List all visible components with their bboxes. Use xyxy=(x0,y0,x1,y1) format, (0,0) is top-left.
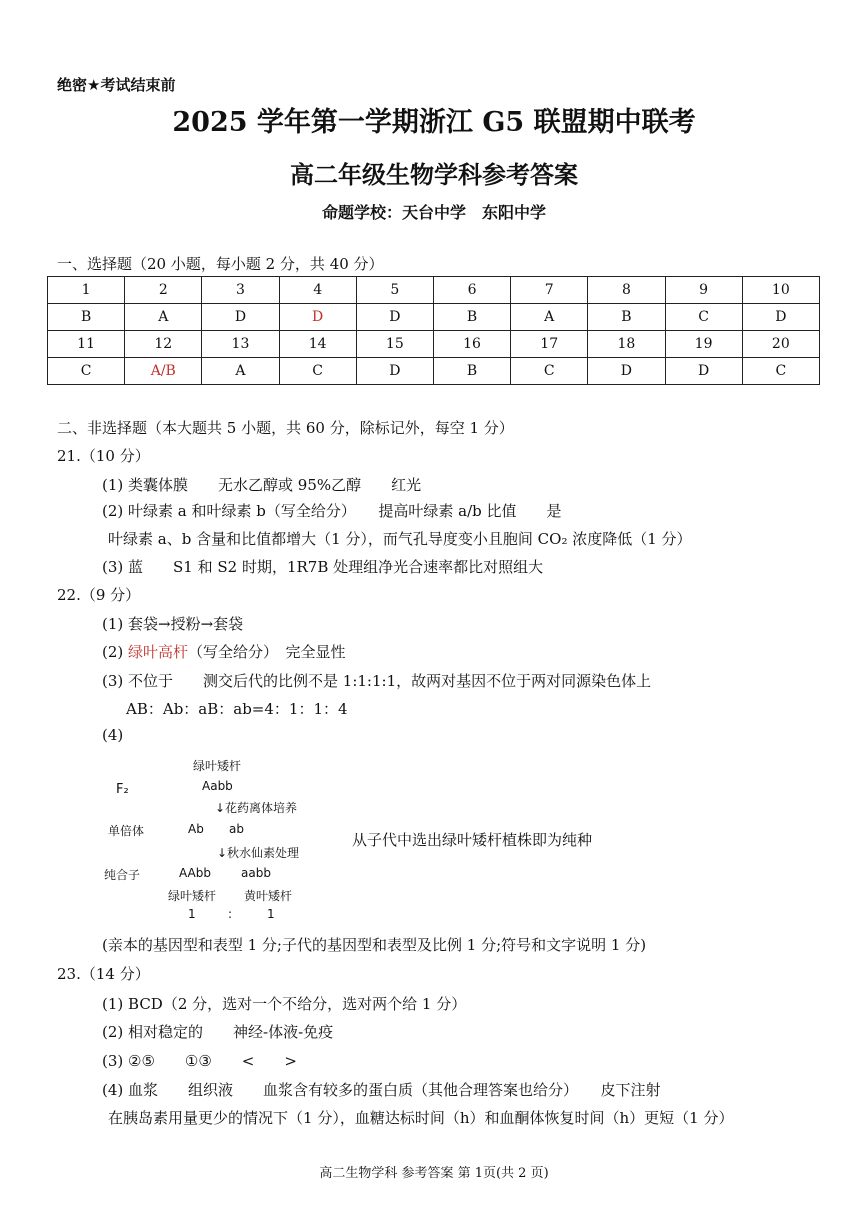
q22-scoring-note: (亲本的基因型和表型 1 分;子代的基因型和表型及比例 1 分;符号和文字说明 1 分) xyxy=(102,936,647,954)
table-cell: 6 xyxy=(433,277,510,304)
table-cell: 15 xyxy=(356,331,433,358)
q21-title: 21.（10 分） xyxy=(57,447,150,465)
table-cell: 8 xyxy=(588,277,665,304)
q23-title: 23.（14 分） xyxy=(57,965,150,983)
colchicine-step: ↓秋水仙素处理 xyxy=(217,846,300,860)
table-row xyxy=(48,277,820,304)
table-cell: C xyxy=(665,304,742,331)
table-cell: 1 xyxy=(48,277,125,304)
table-cell: B xyxy=(48,304,125,331)
q22-part4: (4) xyxy=(102,726,124,744)
table-cell: 17 xyxy=(511,331,588,358)
table-cell: A xyxy=(125,304,202,331)
ratio-value-1: 1 xyxy=(188,907,196,921)
parent-phenotype: 绿叶矮杆 xyxy=(193,759,242,773)
choice-answer-table xyxy=(47,276,820,385)
offspring-genotype-2: aabb xyxy=(241,866,271,880)
haploid-label: 单倍体 xyxy=(108,824,145,838)
q23-part4: (4) 血浆 组织液 血浆含有较多的蛋白质（其他合理答案也给分） 皮下注射 xyxy=(102,1081,661,1099)
page-footer: 高二生物学科 参考答案 第 1页(共 2 页) xyxy=(319,1166,549,1181)
table-cell: C xyxy=(48,358,125,385)
table-cell: 3 xyxy=(202,277,279,304)
table-cell: 7 xyxy=(511,277,588,304)
table-cell: 19 xyxy=(665,331,742,358)
table-cell: C xyxy=(279,358,356,385)
table-cell-highlighted: D xyxy=(279,304,356,331)
q23-part4-reason: 在胰岛素用量更少的情况下（1 分），血糖达标时间（h）和血酮体恢复时间（h）更短（1 分） xyxy=(108,1109,734,1127)
q23-part1: (1) BCD（2 分，选对一个不给分，选对两个给 1 分） xyxy=(102,995,467,1013)
q22-part1: (1) 套袋→授粉→套袋 xyxy=(102,615,244,633)
table-cell: C xyxy=(742,358,819,385)
ratio-separator: : xyxy=(228,907,233,921)
table-cell: B xyxy=(588,304,665,331)
table-row xyxy=(48,304,820,331)
table-cell: 10 xyxy=(742,277,819,304)
homozygote-label: 纯合子 xyxy=(104,868,141,882)
table-cell: 12 xyxy=(125,331,202,358)
ratio-value-2: 1 xyxy=(267,907,275,921)
table-cell-highlighted: A/B xyxy=(125,358,202,385)
offspring-phenotype-1: 绿叶矮杆 xyxy=(168,889,217,903)
table-cell: 16 xyxy=(433,331,510,358)
table-cell: 5 xyxy=(356,277,433,304)
haploid-genotype-2: ab xyxy=(229,822,244,836)
table-cell: 11 xyxy=(48,331,125,358)
table-cell: D xyxy=(202,304,279,331)
table-cell: 9 xyxy=(665,277,742,304)
diagram-conclusion: 从子代中选出绿叶矮杆植株即为纯种 xyxy=(352,831,593,849)
q23-part3: (3) ②⑤ ①③ < > xyxy=(102,1052,297,1070)
table-cell: D xyxy=(356,358,433,385)
setter-schools: 命题学校：天台中学 东阳中学 xyxy=(321,203,546,222)
table-cell: D xyxy=(665,358,742,385)
confidential-mark: 绝密★考试结束前 xyxy=(57,76,176,94)
table-cell: D xyxy=(742,304,819,331)
table-cell: D xyxy=(356,304,433,331)
table-cell: A xyxy=(511,304,588,331)
table-cell: 2 xyxy=(125,277,202,304)
offspring-phenotype-2: 黄叶矮杆 xyxy=(244,889,293,903)
offspring-genotype-1: AAbb xyxy=(179,866,211,880)
table-cell: 14 xyxy=(279,331,356,358)
f2-label: F₂ xyxy=(116,782,129,797)
q22-part2-answer: 绿叶高杆 xyxy=(128,643,189,661)
table-row xyxy=(48,331,820,358)
parent-genotype: Aabb xyxy=(202,779,233,793)
table-cell: B xyxy=(433,358,510,385)
q21-part1: (1) 类囊体膜 无水乙醇或 95%乙醇 红光 xyxy=(102,476,422,494)
q22-part2-prefix: (2) xyxy=(102,643,129,661)
q22-part2-rest: （写全给分） 完全显性 xyxy=(188,643,346,661)
table-cell: D xyxy=(588,358,665,385)
table-cell: 13 xyxy=(202,331,279,358)
table-cell: 20 xyxy=(742,331,819,358)
table-cell: C xyxy=(511,358,588,385)
q22-part2 xyxy=(102,641,346,662)
q23-part2: (2) 相对稳定的 神经-体液-免疫 xyxy=(102,1023,334,1041)
anther-culture-step: ↓花药离体培养 xyxy=(215,801,298,815)
section2-heading: 二、非选择题（本大题共 5 小题，共 60 分，除标记外，每空 1 分） xyxy=(57,419,514,437)
table-row xyxy=(48,358,820,385)
answer-key-subtitle: 高二年级生物学科参考答案 xyxy=(290,160,578,189)
table-cell: A xyxy=(202,358,279,385)
q21-part3: (3) 蓝 S1 和 S2 时期，1R7B 处理组净光合速率都比对照组大 xyxy=(102,558,544,576)
q22-part3-ratio: AB：Ab：aB：ab=4：1：1：4 xyxy=(126,700,348,718)
q21-part2-reason: 叶绿素 a、b 含量和比值都增大（1 分），而气孔导度变小且胞间 CO₂ 浓度降低（1 分） xyxy=(108,530,692,548)
table-cell: B xyxy=(433,304,510,331)
table-cell: 18 xyxy=(588,331,665,358)
q22-title: 22.（9 分） xyxy=(57,586,141,604)
q22-part3: (3) 不位于 测交后代的比例不是 1:1:1:1，故两对基因不位于两对同源染色体上 xyxy=(102,672,652,690)
table-cell: 4 xyxy=(279,277,356,304)
haploid-genotype-1: Ab xyxy=(188,822,204,836)
exam-title: 2025 学年第一学期浙江 G5 联盟期中联考 xyxy=(172,107,696,138)
section1-heading: 一、选择题（20 小题，每小题 2 分，共 40 分） xyxy=(57,255,384,273)
q21-part2: (2) 叶绿素 a 和叶绿素 b（写全给分） 提高叶绿素 a/b 比值 是 xyxy=(102,502,562,520)
